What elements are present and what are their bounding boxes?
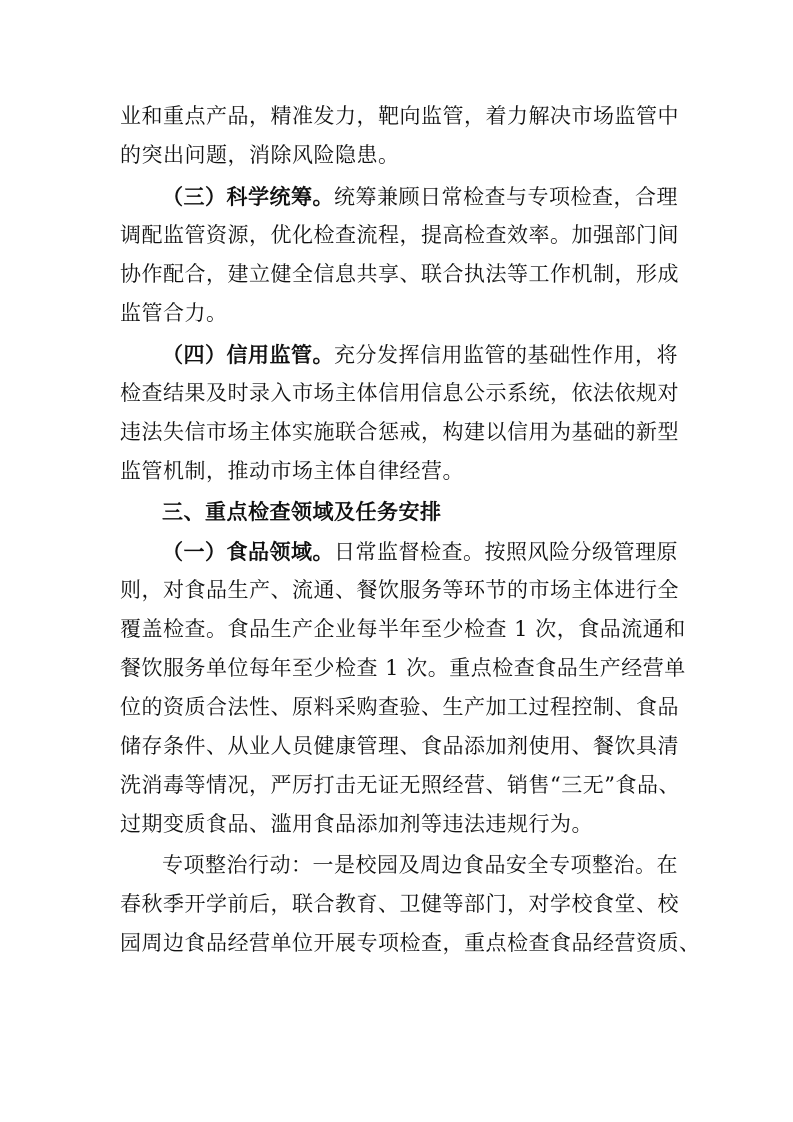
section-heading: 三、重点检查领域及任务安排: [162, 500, 442, 524]
paragraph-line: 专项整治行动：一是校园及周边食品安全专项整治。在: [162, 853, 678, 877]
paragraph-line: 覆盖检查。食品生产企业每半年至少检查 1 次，食品流通和: [120, 617, 686, 641]
paragraph-line: [120, 177, 680, 216]
paragraph-line: 协作配合，建立健全信息共享、联合执法等工作机制，形成: [120, 262, 679, 286]
paragraph-line: 过期变质食品、滥用食品添加剂等违法违规行为。: [120, 812, 593, 836]
paragraph-line: [120, 335, 680, 374]
paragraph-line: 餐饮服务单位每年至少检查 1 次。重点检查食品生产经营单: [120, 656, 686, 680]
paragraph-line: 业和重点产品，精准发力，靶向监管，着力解决市场监管中: [120, 104, 679, 128]
paragraph-line: [120, 532, 680, 571]
paragraph-line: 春秋季开学前后，联合教育、卫健等部门，对学校食堂、校: [120, 892, 679, 916]
document-page: [120, 97, 701, 963]
paragraph-line: 调配监管资源，优化检查流程，提高检查效率。加强部门间: [120, 223, 679, 247]
paragraph-line: 监管机制，推动市场主体自律经营。: [120, 459, 464, 483]
paragraph-text: 日常监督检查。按照风险分级管理原: [334, 540, 678, 564]
paragraph-title: （四）信用监管。: [162, 342, 334, 367]
paragraph-line: 园周边食品经营单位开展专项检查，重点检查食品经营资质、: [120, 931, 701, 955]
paragraph-line: 位的资质合法性、原料采购查验、生产加工过程控制、食品: [120, 695, 679, 719]
paragraph-title: （一）食品领域。: [162, 539, 334, 564]
paragraph-line: 违法失信市场主体实施联合惩戒，构建以信用为基础的新型: [120, 420, 679, 444]
paragraph-line: 洗消毒等情况，严厉打击无证无照经营、销售“三无”食品、: [120, 773, 680, 797]
paragraph-line: 检查结果及时录入市场主体信用信息公示系统，依法依规对: [120, 381, 679, 405]
paragraph-line: 的突出问题，消除风险隐患。: [120, 143, 400, 167]
paragraph-text: 充分发挥信用监管的基础性作用，将: [334, 343, 678, 367]
paragraph-line: 储存条件、从业人员健康管理、食品添加剂使用、餐饮具清: [120, 734, 679, 758]
paragraph-line: 监管合力。: [120, 301, 228, 325]
paragraph-title: （三）科学统筹。: [162, 184, 334, 209]
paragraph-text: 统筹兼顾日常检查与专项检查，合理: [334, 185, 678, 209]
paragraph-line: 则，对食品生产、流通、餐饮服务等环节的市场主体进行全: [120, 578, 679, 602]
